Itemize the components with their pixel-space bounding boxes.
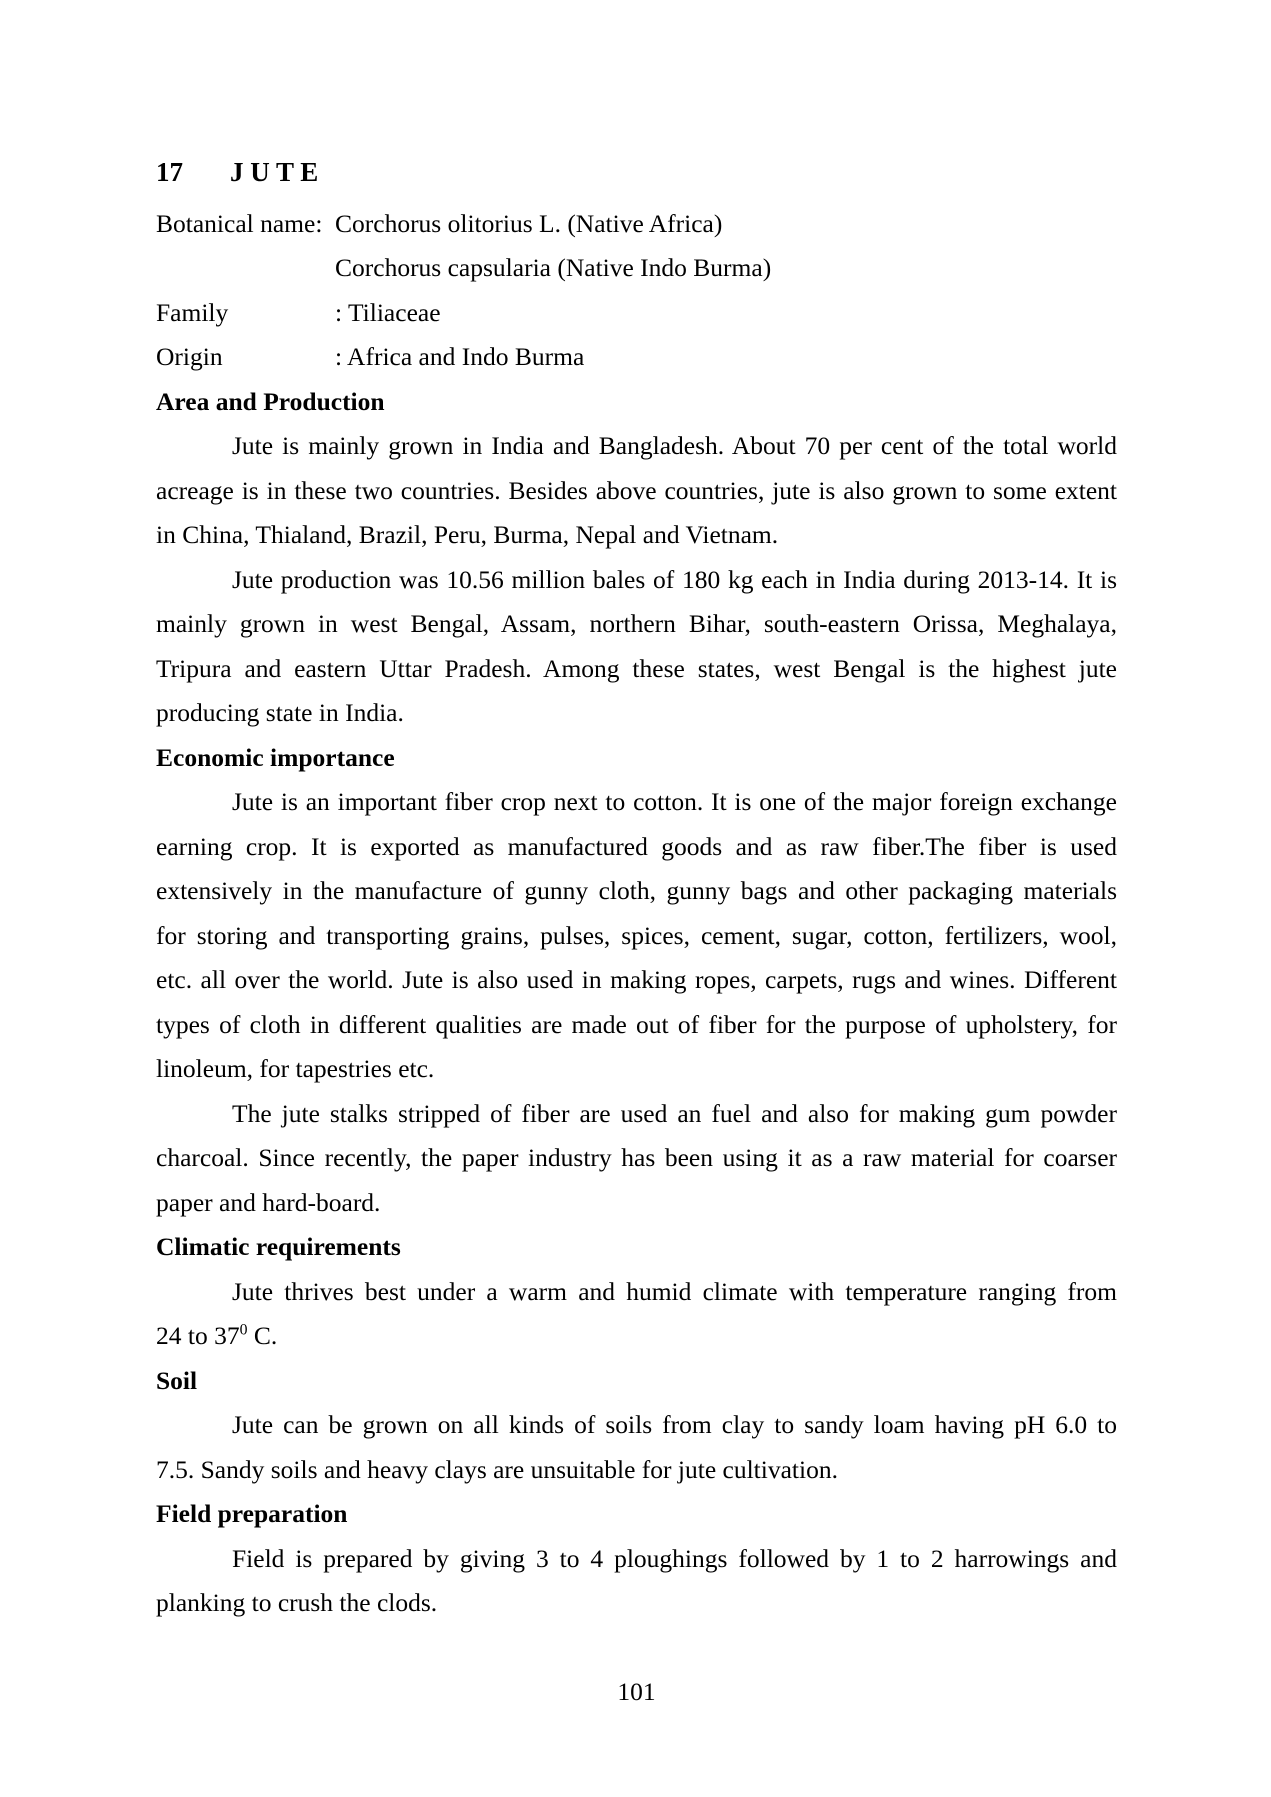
text-line: Jute can be grown on all kinds of soils from clay to sandy loam having pH 6.0 to — [232, 1410, 1117, 1439]
section-heading: Soil — [156, 1365, 198, 1395]
meta-row — [156, 335, 1117, 380]
metadata-rows — [156, 202, 1117, 380]
text-line: 7.5. Sandy soils and heavy clays are unsuitable for jute cultivation. — [156, 1454, 838, 1484]
paragraph — [156, 780, 1117, 1092]
paragraph — [156, 1270, 1117, 1359]
text-line: extensively in the manufacture of gunny cloth, gunny bags and other packaging materials — [156, 876, 1117, 905]
meta-row — [156, 246, 1117, 291]
meta-value: Corchorus capsularia (Native Indo Burma) — [335, 253, 772, 282]
meta-label: Origin — [156, 342, 223, 371]
text-line: producing state in India. — [156, 698, 404, 727]
text-line: Jute thrives best under a warm and humid climate with temperature ranging from — [232, 1276, 1117, 1306]
paragraph — [156, 424, 1117, 558]
text-run: 24 to 37 — [156, 1321, 240, 1350]
text-line — [156, 1314, 1117, 1359]
meta-value: Corchorus olitorius L. (Native Africa) — [335, 208, 723, 238]
text-line: The jute stalks stripped of fiber are used an fuel and also for making gum powder — [232, 1098, 1117, 1128]
page-number: 101 — [617, 1677, 656, 1706]
text-line: earning crop. It is exported as manufactured goods and as raw fiber.The fiber is used — [156, 831, 1117, 861]
chapter-name: J U T E — [230, 157, 319, 187]
text-line: acreage is in these two countries. Besides above countries, jute is also grown to some extent — [156, 475, 1117, 505]
text-run: C. — [247, 1321, 278, 1350]
text-line: Field is prepared by giving 3 to 4 ploughings followed by 1 to 2 harrowings and — [232, 1543, 1117, 1573]
text-line: etc. all over the world. Jute is also used in making ropes, carpets, rugs and wines. Different — [156, 965, 1117, 994]
meta-value: : Tiliaceae — [335, 297, 441, 327]
section-heading: Economic importance — [156, 742, 395, 772]
text-line: types of cloth in different qualities are made out of fiber for the purpose of upholstery, for — [156, 1009, 1117, 1039]
text-line: Jute production was 10.56 million bales of 180 kg each in India during 2013-14. It is — [232, 564, 1117, 594]
meta-row — [156, 291, 1117, 336]
text-line: mainly grown in west Bengal, Assam, northern Bihar, south-eastern Orissa, Meghalaya, — [156, 609, 1117, 638]
paragraph — [156, 1092, 1117, 1226]
meta-label: Botanical name: — [156, 208, 323, 238]
text-line: planking to crush the clods. — [156, 1588, 438, 1617]
text-line: Jute is mainly grown in India and Bangladesh. About 70 per cent of the total world — [232, 431, 1117, 460]
section-heading: Field preparation — [156, 1499, 348, 1528]
text-line: charcoal. Since recently, the paper industry has been using it as a raw material for coarser — [156, 1143, 1117, 1172]
section-heading: Area and Production — [156, 386, 385, 416]
section-heading: Climatic requirements — [156, 1232, 401, 1261]
text-line: in China, Thialand, Brazil, Peru, Burma, Nepal and Vietnam. — [156, 520, 779, 549]
paragraph — [156, 1403, 1117, 1492]
text-line: for storing and transporting grains, pulses, spices, cement, sugar, cotton, fertilizers, wool, — [156, 920, 1117, 950]
paragraph — [156, 558, 1117, 736]
chapter-title — [156, 150, 1117, 195]
text-line: Tripura and eastern Uttar Pradesh. Among these states, west Bengal is the highest jute — [156, 653, 1117, 683]
meta-row — [156, 202, 1117, 247]
text-line: Jute is an important fiber crop next to cotton. It is one of the major foreign exchange — [232, 787, 1117, 816]
paragraph — [156, 1537, 1117, 1626]
document-body — [156, 380, 1117, 1626]
meta-label: Family — [156, 297, 229, 327]
text-line: paper and hard-board. — [156, 1187, 381, 1217]
text-line: linoleum, for tapestries etc. — [156, 1054, 435, 1083]
superscript: 0 — [239, 1321, 248, 1339]
page-content — [156, 150, 1117, 1715]
chapter-number: 17 — [156, 157, 183, 187]
meta-label — [156, 246, 335, 291]
meta-value: : Africa and Indo Burma — [335, 342, 585, 371]
